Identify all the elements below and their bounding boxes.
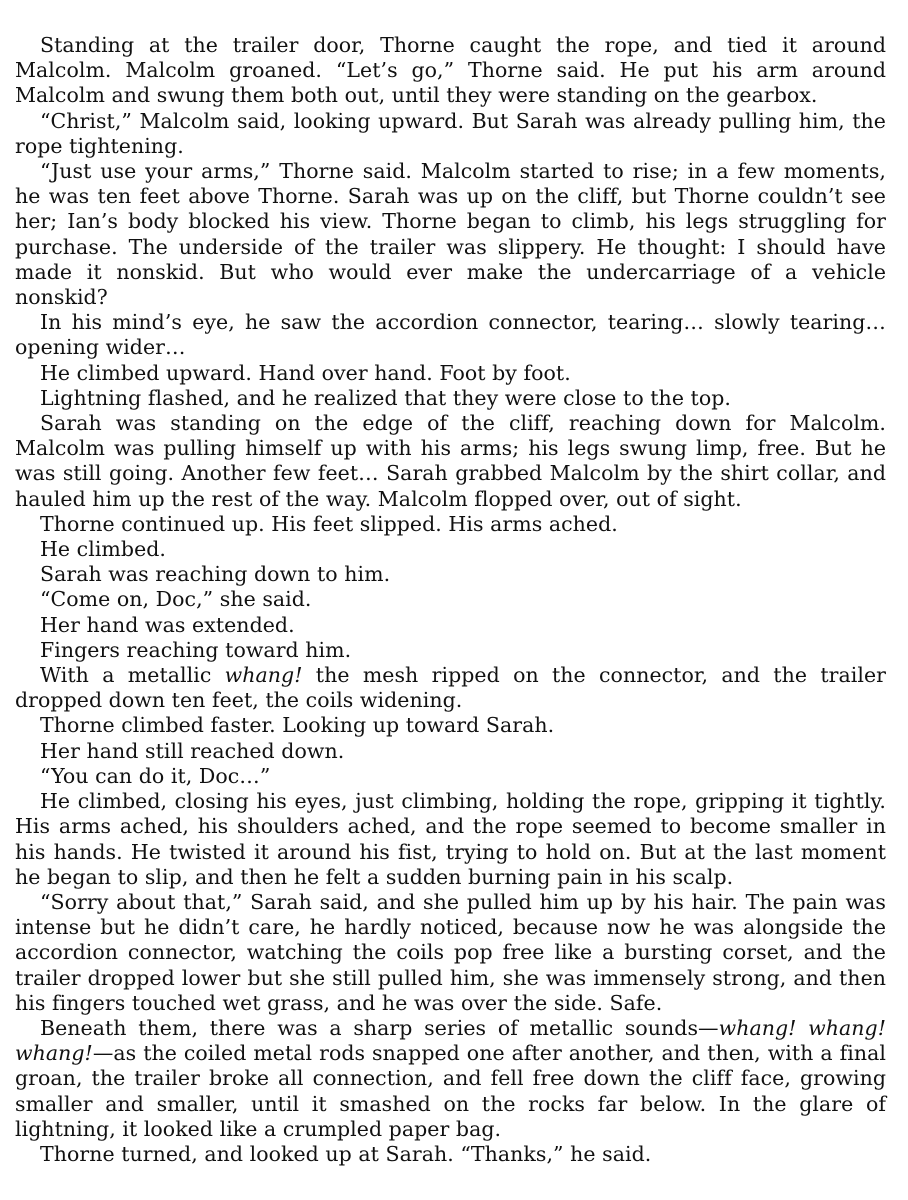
paragraph [15,159,886,310]
paragraph [15,713,886,738]
text-run: “You can do it, Doc…” [40,763,271,788]
text-run: Lightning flashed, and he realized that they were close to the top. [40,385,731,410]
paragraph [15,33,886,109]
text-run: Fingers reaching toward him. [40,637,352,662]
paragraph [15,789,886,890]
text-body [15,33,886,1167]
text-run: —as the coiled metal rods snapped one after another, and then, with a final groan, the trailer broke all connection, and fell free down the cliff face, growing smaller and smaller, until it smashed on the rocks far below. In the glare of lightning, it looked like a crumpled paper bag. [15,1041,886,1141]
paragraph [15,587,886,612]
paragraph [15,361,886,386]
italic-text: whang! [224,663,303,688]
paragraph [15,310,886,360]
text-run: Sarah was standing on the edge of the cliff, reaching down for Malcolm. Malcolm was pulling himself up with his arms; his legs swung limp, free. But he was still going. Another few feet… Sarah grabbed Malcolm by the shirt collar, and hauled him up the rest of the way. Malcolm flopped over, out of sight. [15,411,886,511]
text-run: Thorne turned, and looked up at Sarah. “Thanks,” he said. [40,1141,652,1166]
text-run: Sarah was reaching down to him. [40,562,391,587]
paragraph [15,562,886,587]
text-run: In his mind’s eye, he saw the accordion connector, tearing… slowly tearing… opening wider… [15,310,886,360]
text-run: He climbed. [40,537,167,562]
paragraph [15,537,886,562]
text-run: Thorne climbed faster. Looking up toward Sarah. [40,713,555,738]
paragraph [15,109,886,159]
paragraph [15,663,886,713]
text-run: He climbed, closing his eyes, just climbing, holding the rope, gripping it tightly. His arms ached, his shoulders ached, and the rope seemed to become smaller in his hands. He twisted it around his fist, trying to hold on. But at the last moment he began to slip, and then he felt a sudden burning pain in his scalp. [15,789,886,889]
paragraph [15,613,886,638]
paragraph [15,386,886,411]
text-run: “Sorry about that,” Sarah said, and she pulled him up by his hair. The pain was intense but he didn’t care, he hardly noticed, because now he was alongside the accordion connector, watching the coils pop free like a bursting corset, and the trailer dropped lower but she still pulled him, she was immensely strong, and then his fingers touched wet grass, and he was over the side. Safe. [15,889,886,1015]
paragraph [15,890,886,1016]
text-run: “Just use your arms,” Thorne said. Malcolm started to rise; in a few moments, he was ten feet above Thorne. Sarah was up on the cliff, but Thorne couldn’t see her; Ian’s body blocked his view. Thorne began to climb, his legs struggling for purchase. The underside of the trailer was slippery. He thought: I should have made it nonskid. But who would ever make the undercarriage of a vehicle nonskid? [15,159,886,310]
text-run: Beneath them, there was a sharp series of metallic sounds— [40,1015,719,1040]
text-run: Her hand was extended. [40,612,295,637]
paragraph [15,411,886,512]
text-run: the mesh ripped on the connector, and the trailer dropped down ten feet, the coils widening. [15,663,886,713]
paragraph [15,512,886,537]
paragraph [15,1016,886,1142]
paragraph [15,739,886,764]
paragraph [15,764,886,789]
text-run: “Come on, Doc,” she said. [40,587,312,612]
text-run: He climbed upward. Hand over hand. Foot by foot. [40,360,571,385]
text-run: Standing at the trailer door, Thorne caught the rope, and tied it around Malcolm. Malcolm groaned. “Let’s go,” Thorne said. He put his arm around Malcolm and swung them both out, until they were standing on the gearbox. [15,33,886,108]
text-run: With a metallic [40,663,225,688]
text-run: “Christ,” Malcolm said, looking upward. But Sarah was already pulling him, the rope tightening. [15,108,886,158]
text-run: Thorne continued up. His feet slipped. His arms ached. [40,511,618,536]
paragraph [15,1142,886,1167]
text-run: Her hand still reached down. [40,738,345,763]
italic-text: whang! whang! whang! [15,1015,886,1066]
paragraph [15,638,886,663]
